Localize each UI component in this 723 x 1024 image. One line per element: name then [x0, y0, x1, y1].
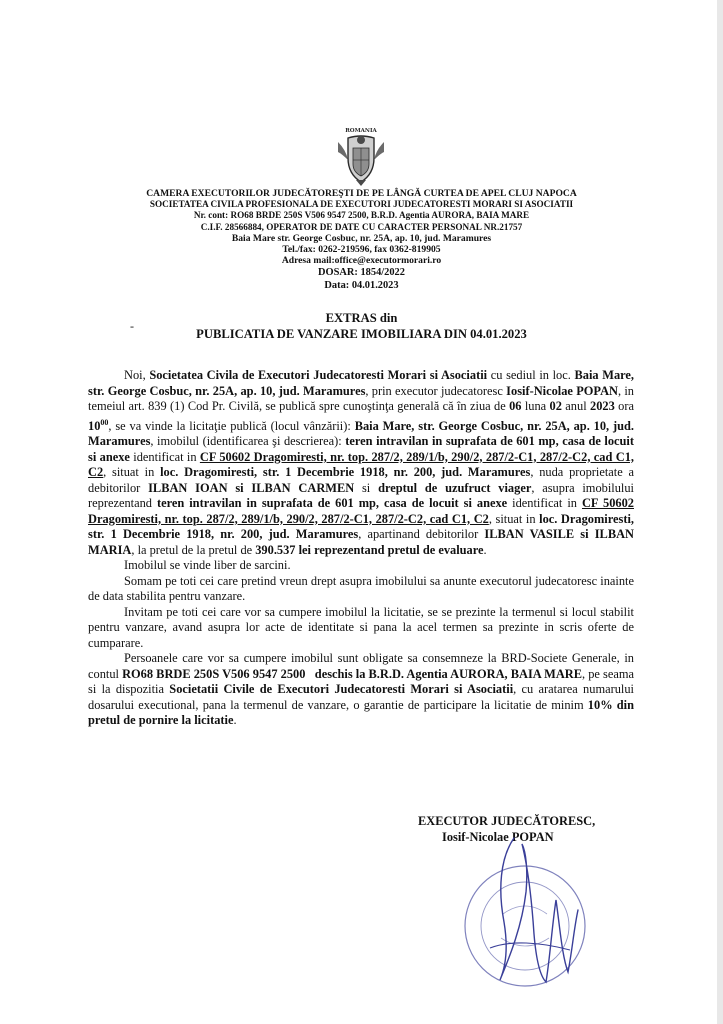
paragraph-sale-notice: Noi, Societatea Civila de Executori Judecatoresti Morari si Asociatii cu sediul in loc. Baia Mare, str. George Cosbuc, nr. 25A, ap. 10, jud. Maramures, prin executor judecatoresc Iosif-Nicolae POPAN, in temeiul art. 839 (1) Cod Pr. Civilă, se publică spre cunoştinţa generală că în ziua de 06 luna 02 anul 2023 ora $10^{00}$, se va vinde la licitaţie publică (locul vânzării): Baia Mare, str. George Cosbuc, nr. 25A, ap. 10, jud. Maramures, imobilul (identificarea şi descrierea): teren intravilan in suprafata de 601 mp, casa de locuit si anexe identificat in CF 50602 Dragomiresti, nr. top. 287/2, 289/1/b, 290/2, 287/2-C1, 287/2-C2, cad C1, C2, situat in loc. Dragomiresti, str. 1 Decembrie 1918, nr. 200, jud. Maramures, nuda proprietate a debitorilor ILBAN IOAN si ILBAN CARMEN si dreptul de uzufruct viager, asupra imobilului reprezentand teren intravilan in suprafata de 601 mp, casa de locuit si anexe identificat in CF 50602 Dragomiresti, nr. top. 287/2, 289/1/b, 290/2, 287/2-C1, 287/2-C2, cad C1, C2, situat in loc. Dragomiresti, str. 1 Decembrie 1918, nr. 200, jud. Maramures, apartinand debitorilor ILBAN VASILE si ILBAN MARIA, la pretul de la pretul de 390.537 lei reprezentand pretul de evaluare.	[88, 368, 635, 557]
paragraph-invitation: Invitam pe toti cei care vor sa cumpere imobilul la licitatie, se se prezinte la termenul si locul stabilit pentru vanzare, avand asupra lor acte de identitate si pana la acel termen sa prezinte in scris oferte de cumparare.	[88, 604, 634, 650]
document-title	[0, 311, 723, 342]
coat-of-arms-icon	[332, 124, 390, 188]
chamber-name: CAMERA EXECUTORILOR JUDECĂTOREŞTI DE PE LÂNGĂ CURTEA DE APEL CLUJ NAPOCA	[146, 188, 577, 199]
firm-address: Baia Mare str. George Cosbuc, nr. 25A, ap. 10, jud. Maramures	[231, 232, 492, 244]
firm-name: SOCIETATEA CIVILA PROFESIONALA DE EXECUTORI JUDECATORESTI MORARI SI ASOCIATII	[149, 199, 574, 210]
scan-edge	[717, 0, 723, 1024]
fiscal-code: C.I.F. 28566884, OPERATOR DE DATE CU CARACTER PERSONAL NR.21757	[200, 221, 523, 232]
signatory-name: Iosif-Nicolae POPAN	[442, 830, 554, 844]
paragraph-no-encumbrances: Imobilul se vinde liber de sarcini.	[124, 558, 291, 573]
paragraph-summons: Somam pe toti cei care pretind vreun drept asupra imobilului sa anunte executorul judecatoresc inainte de data stabilita pentru vanzare.	[88, 573, 634, 604]
bank-account: Nr. cont: RO68 BRDE 250S V506 9547 2500, B.R.D. Agentia AURORA, BAIA MARE	[193, 210, 530, 221]
document-body	[88, 368, 634, 729]
handwritten-signature-icon	[470, 830, 590, 990]
email-address: Adresa mail:office@executormorari.ro	[281, 255, 442, 267]
letterhead	[40, 188, 683, 292]
paragraph-guarantee: Persoanele care vor sa cumpere imobilul sunt obligate sa consemneze la BRD-Societe Generale, in contul RO68 BRDE 250S V506 9547 2500 deschis la B.R.D. Agentia AURORA, BAIA MARE, pe seama si la dispozitia Societatii Civile de Executori Judecatoresti Morari si Asociatii, cu aratarea numarului dosarului executional, pana la termenul de vanzare, o garantie de participare la licitatie de minim 10% din pretul de pornire la licitatie.	[88, 651, 634, 728]
document-date: Data: 04.01.2023	[324, 280, 399, 292]
crest-label: ROMANIA	[345, 128, 377, 134]
phone-fax: Tel./fax: 0262-219596, fax 0362-819905	[282, 244, 441, 256]
title-line-2: PUBLICATIA DE VANZARE IMOBILIARA DIN 04.01.2023	[196, 326, 527, 341]
title-line-1: EXTRAS din	[325, 311, 398, 325]
margin-dash: -	[130, 319, 134, 333]
signatory-title: EXECUTOR JUDECĂTORESC,	[418, 814, 596, 828]
file-number: DOSAR: 1854/2022	[318, 267, 405, 279]
